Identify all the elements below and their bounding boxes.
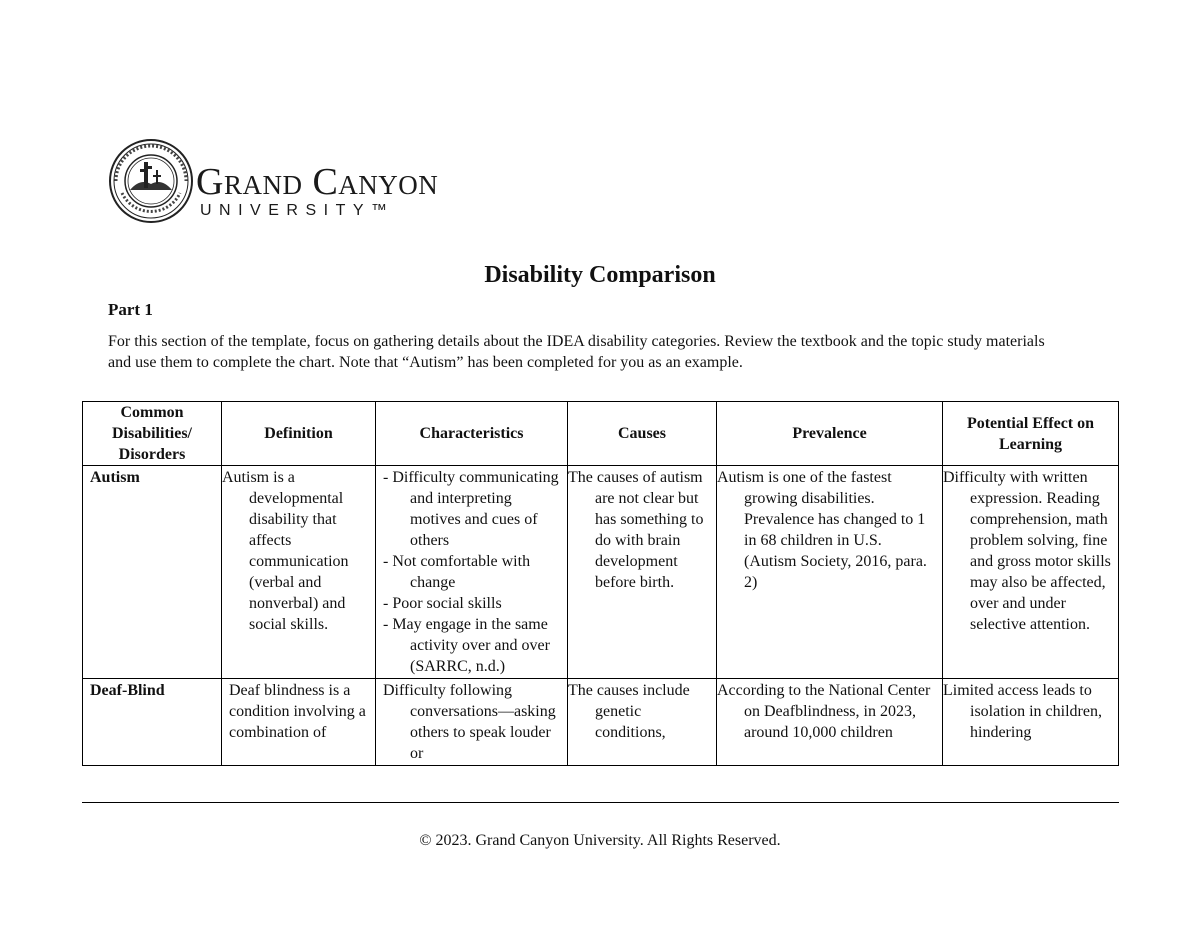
- table-row: [83, 466, 1119, 679]
- logo-wordmark: Grand Canyon: [196, 161, 439, 203]
- prevalence-cell: Autism is one of the fastest growing disabilities. Prevalence has changed to 1 in 68 children in U.S. (Autism Society, 2016, para. 2): [717, 466, 943, 679]
- definition-cell: Autism is a developmental disability that affects communication (verbal and nonverbal) and social skills.: [222, 466, 376, 679]
- characteristics-cell: [376, 466, 568, 679]
- characteristic-item: - May engage in the same activity over and over (SARRC, n.d.): [383, 616, 550, 675]
- characteristic-item: - Difficulty communicating and interpreting motives and cues of others: [383, 469, 559, 549]
- intro-paragraph: For this section of the template, focus on gathering details about the IDEA disability categories. Review the textbook and the topic study materials and use them to complete the chart. Note that “Autism” has been completed for you as an example.: [108, 333, 1045, 371]
- effect-cell: Limited access leads to isolation in children, hindering: [943, 679, 1119, 766]
- header-definition: Definition: [222, 402, 376, 466]
- document-title: Disability Comparison: [484, 262, 716, 288]
- characteristic-item: - Poor social skills: [383, 595, 502, 612]
- part-heading: Part 1: [108, 300, 153, 319]
- causes-cell: The causes of autism are not clear but has something to do with brain development before birth.: [568, 466, 717, 679]
- definition-cell: Deaf blindness is a condition involving a combination of: [222, 679, 376, 766]
- header-characteristics: Characteristics: [376, 402, 568, 466]
- university-seal-icon: [108, 138, 194, 224]
- characteristics-cell: [376, 679, 568, 766]
- prevalence-cell: According to the National Center on Deafblindness, in 2023, around 10,000 children: [717, 679, 943, 766]
- characteristic-item: - Not comfortable with change: [383, 553, 531, 591]
- effect-cell: Difficulty with written expression. Reading comprehension, math problem solving, fine and gross motor skills may also be affected, over and under selective attention.: [943, 466, 1119, 679]
- header-prevalence: Prevalence: [717, 402, 943, 466]
- disability-name: Deaf-Blind: [83, 679, 222, 766]
- header-effect-on-learning: Potential Effect on Learning: [943, 402, 1119, 466]
- header-disabilities: Common Disabilities/ Disorders: [83, 402, 222, 466]
- copyright-footer: © 2023. Grand Canyon University. All Rights Reserved.: [419, 832, 781, 849]
- table-row: [83, 679, 1119, 766]
- comparison-table-container: [82, 401, 1119, 803]
- characteristic-item: Difficulty following conversations—asking others to speak louder or: [383, 682, 556, 762]
- causes-cell: The causes include genetic conditions,: [568, 679, 717, 766]
- table-header-row: [83, 402, 1119, 466]
- comparison-table: [82, 401, 1119, 766]
- logo-subtitle: UNIVERSITY™: [200, 202, 395, 219]
- university-logo: [108, 138, 488, 224]
- disability-name: Autism: [83, 466, 222, 679]
- header-causes: Causes: [568, 402, 717, 466]
